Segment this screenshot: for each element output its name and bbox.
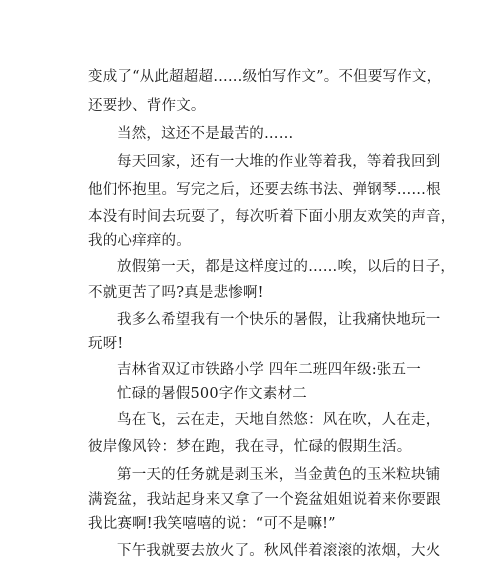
section-title: 忙碌的暑假500字作文素材二 — [117, 386, 307, 402]
text-line: 玩呀! — [88, 336, 124, 352]
text-line: 满瓷盆，我站起身来又拿了一个瓷盆姐姐说着来你要跟 — [88, 492, 441, 508]
text-line: 不就更苦了吗?真是悲惨啊! — [88, 285, 264, 301]
text-line: 鸟在飞，云在走，天地自然悠：风在吹，人在走， — [117, 412, 441, 428]
text-line: 变成了“从此超超超……级怕写作文”。不但要写作文， — [88, 69, 442, 85]
text-line: 下午我就要去放火了。秋风伴着滚滚的浓烟，大火 — [117, 543, 441, 559]
subtitle-line: 吉林省双辽市铁路小学 四年二班四年级:张五一 — [117, 362, 421, 378]
text-line: 当然，这还不是最苦的…… — [117, 126, 294, 142]
text-line: 他们怀抱里。写完之后，还要去练书法、弹钢琴……根 — [88, 182, 441, 198]
text-line: 我比赛啊!我笑嘻嘻的说：“可不是嘛!” — [88, 516, 336, 532]
text-line: 每天回家，还有一大堆的作业等着我，等着我回到 — [117, 154, 441, 170]
text-line: 彼岸像风铃：梦在跑，我在寻，忙碌的假期生活。 — [88, 439, 412, 455]
text-line: 还要抄、背作文。 — [88, 98, 206, 114]
text-line: 第一天的任务就是剥玉米，当金黄色的玉米粒块铺 — [117, 467, 441, 483]
text-line: 我的心痒痒的。 — [88, 233, 191, 249]
text-line: 放假第一天，都是这样度过的……唉，以后的日子， — [117, 259, 456, 275]
text-line: 我多么希望我有一个快乐的暑假，让我痛快地玩一 — [117, 312, 441, 328]
text-line: 本没有时间去玩耍了，每次听着下面小朋友欢笑的声音， — [88, 209, 456, 225]
